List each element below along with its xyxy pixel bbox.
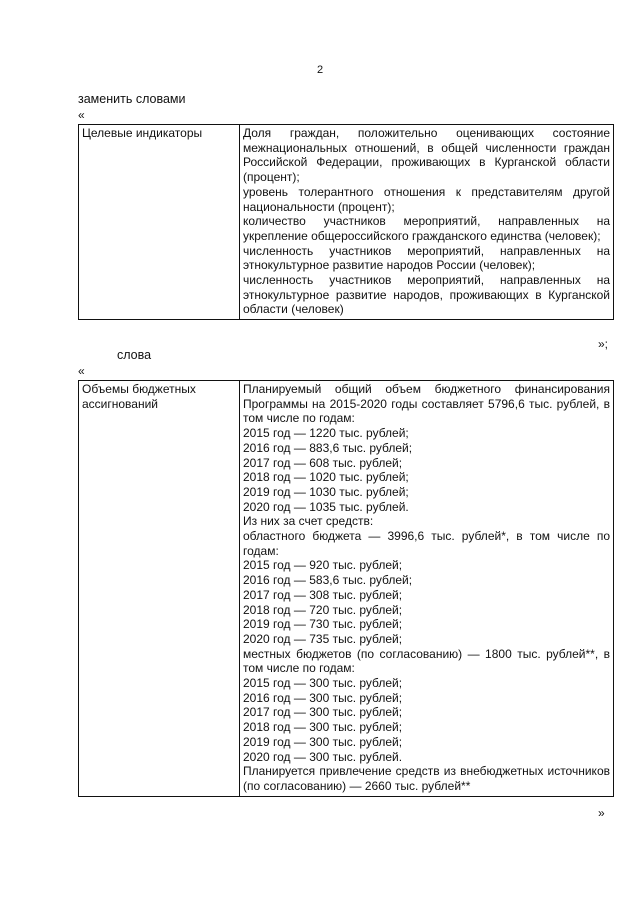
- budget-line: 2018 год — 300 тыс. рублей;: [243, 720, 403, 735]
- budget-line: 2015 год — 1220 тыс. рублей;: [243, 426, 409, 441]
- opening-quote: «: [78, 364, 85, 378]
- budget-line: 2018 год — 1020 тыс. рублей;: [243, 470, 409, 485]
- budget-line: 2020 год — 735 тыс. рублей;: [243, 631, 403, 646]
- indicator-line: уровень толерантного отношения к представителям другой национальности (процент);: [243, 184, 610, 214]
- budget-line: Из них за счет средств:: [243, 514, 374, 529]
- budget-line: 2016 год — 300 тыс. рублей;: [243, 690, 403, 705]
- budget-allocations-table: [78, 380, 614, 797]
- indicator-line: количество участников мероприятий, направленных на укрепление общероссийского гражданского единства (человек);: [243, 214, 610, 243]
- budget-line: 2017 год — 300 тыс. рублей;: [243, 705, 403, 720]
- target-indicators-content: [240, 125, 614, 320]
- budget-line: Планируемый общий объем бюджетного финансирования Программы на 2015-2020 годы составляет 5796,6 тыс. рублей, в том числе по годам:: [243, 382, 610, 426]
- closing-quote-semicolon: »;: [598, 337, 609, 351]
- indicator-line: численность участников мероприятий, направленных на этнокультурное развитие народов России (человек);: [243, 243, 610, 273]
- table-row: [79, 125, 614, 320]
- budget-allocations-content: [240, 381, 614, 797]
- budget-line: 2019 год — 300 тыс. рублей;: [243, 734, 403, 749]
- closing-quote: »: [598, 806, 605, 820]
- words-phrase: слова: [117, 348, 152, 362]
- budget-line: 2018 год — 720 тыс. рублей;: [243, 602, 403, 617]
- budget-line: 2019 год — 1030 тыс. рублей;: [243, 484, 409, 499]
- intro-phrase: заменить словами: [78, 92, 186, 106]
- indicator-line: Доля граждан, положительно оценивающих состояние межнациональных отношений, в общей численности граждан Российской Федерации, проживающих в Курганской области (процент);: [243, 126, 610, 185]
- budget-line: 2016 год — 883,6 тыс. рублей;: [243, 440, 413, 455]
- budget-line: Планируется привлечение средств из внебюджетных источников (по согласованию) — 2660 тыс. рублей**: [243, 764, 610, 793]
- target-indicators-table: [78, 124, 614, 320]
- indicator-line: численность участников мероприятий, направленных на этнокультурное развитие народов, проживающих в Курганской области (человек): [243, 273, 610, 317]
- budget-allocations-label: Объемы бюджетных ассигнований: [79, 381, 240, 797]
- budget-line: 2015 год — 920 тыс. рублей;: [243, 558, 403, 573]
- budget-line: 2017 год — 308 тыс. рублей;: [243, 587, 403, 602]
- budget-line: местных бюджетов (по согласованию) — 1800 тыс. рублей**, в том числе по годам:: [243, 646, 610, 676]
- budget-line: 2020 год — 1035 тыс. рублей.: [243, 499, 409, 514]
- budget-line: 2015 год — 300 тыс. рублей;: [243, 676, 403, 691]
- target-indicators-label: Целевые индикаторы: [79, 125, 240, 320]
- budget-line: 2020 год — 300 тыс. рублей.: [243, 749, 403, 764]
- budget-line: областного бюджета — 3996,6 тыс. рублей*, в том числе по годам:: [243, 529, 610, 558]
- budget-line: 2016 год — 583,6 тыс. рублей;: [243, 573, 413, 588]
- opening-quote: «: [78, 108, 85, 122]
- table-row: [79, 381, 614, 797]
- budget-line: 2019 год — 730 тыс. рублей;: [243, 617, 403, 632]
- page-number: 2: [316, 64, 324, 76]
- budget-line: 2017 год — 608 тыс. рублей;: [243, 455, 403, 470]
